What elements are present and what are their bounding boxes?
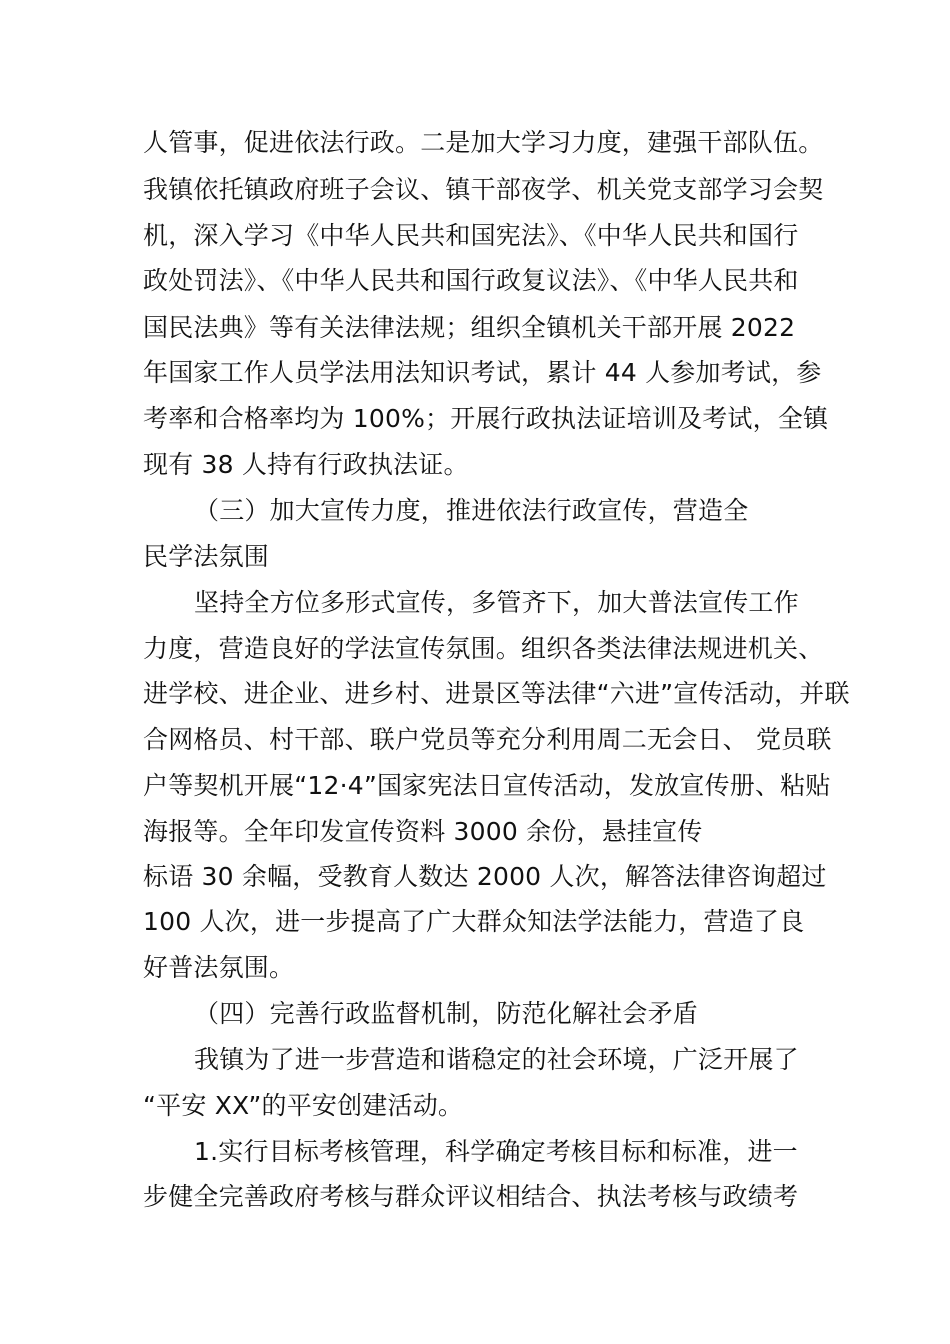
text-line: 进学校、进企业、进乡村、进景区等法律“六进”宣传活动，并联 bbox=[143, 679, 850, 708]
text-line: 国民法典》等有关法律法规；组织全镇机关干部开展 2022 bbox=[143, 313, 796, 342]
text-line: 标语 30 余幅，受教育人数达 2000 人次，解答法律咨询超过 bbox=[143, 862, 827, 891]
text-line: “平安 XX”的平安创建活动。 bbox=[143, 1091, 464, 1120]
text-line: 100 人次，进一步提高了广大群众知法学法能力，营造了良 bbox=[143, 907, 805, 936]
text-line: 人管事，促进依法行政。二是加大学习力度，建强干部队伍。 bbox=[143, 128, 824, 157]
text-line: 合网格员、村干部、联户党员等充分利用周二无会日、 党员联 bbox=[143, 725, 832, 754]
text-line: 政处罚法》、《中华人民共和国行政复议法》、《中华人民共和 bbox=[143, 266, 799, 295]
text-line: 步健全完善政府考核与群众评议相结合、执法考核与政绩考 bbox=[143, 1182, 799, 1211]
text-line: 力度，营造良好的学法宣传氛围。组织各类法律法规进机关、 bbox=[143, 634, 824, 663]
text-line: 机，深入学习《中华人民共和国宪法》、《中华人民共和国行 bbox=[143, 221, 799, 250]
text-line: 考率和合格率均为 100%；开展行政执法证培训及考试，全镇 bbox=[143, 404, 829, 433]
text-line: 好普法氛围。 bbox=[143, 953, 295, 982]
section-heading-3: （三）加大宣传力度，推进依法行政宣传，营造全 bbox=[194, 496, 749, 525]
text-line: 年国家工作人员学法用法知识考试，累计 44 人参加考试，参 bbox=[143, 358, 822, 387]
text-line: 海报等。全年印发宣传资料 3000 余份，悬挂宣传 bbox=[143, 817, 703, 846]
text-line: 户等契机开展“12·4”国家宪法日宣传活动，发放宣传册、粘贴 bbox=[143, 771, 831, 800]
text-line: 现有 38 人持有行政执法证。 bbox=[143, 450, 469, 479]
section-heading-4: （四）完善行政监督机制，防范化解社会矛盾 bbox=[194, 999, 699, 1028]
text-line: 1.实行目标考核管理，科学确定考核目标和标准，进一 bbox=[194, 1137, 798, 1166]
text-line: 我镇为了进一步营造和谐稳定的社会环境，广泛开展了 bbox=[194, 1045, 799, 1074]
text-line: 坚持全方位多形式宣传，多管齐下，加大普法宣传工作 bbox=[194, 588, 799, 617]
text-line: 我镇依托镇政府班子会议、镇干部夜学、机关党支部学习会契 bbox=[143, 175, 824, 204]
section-heading-3-cont: 民学法氛围 bbox=[143, 542, 270, 571]
